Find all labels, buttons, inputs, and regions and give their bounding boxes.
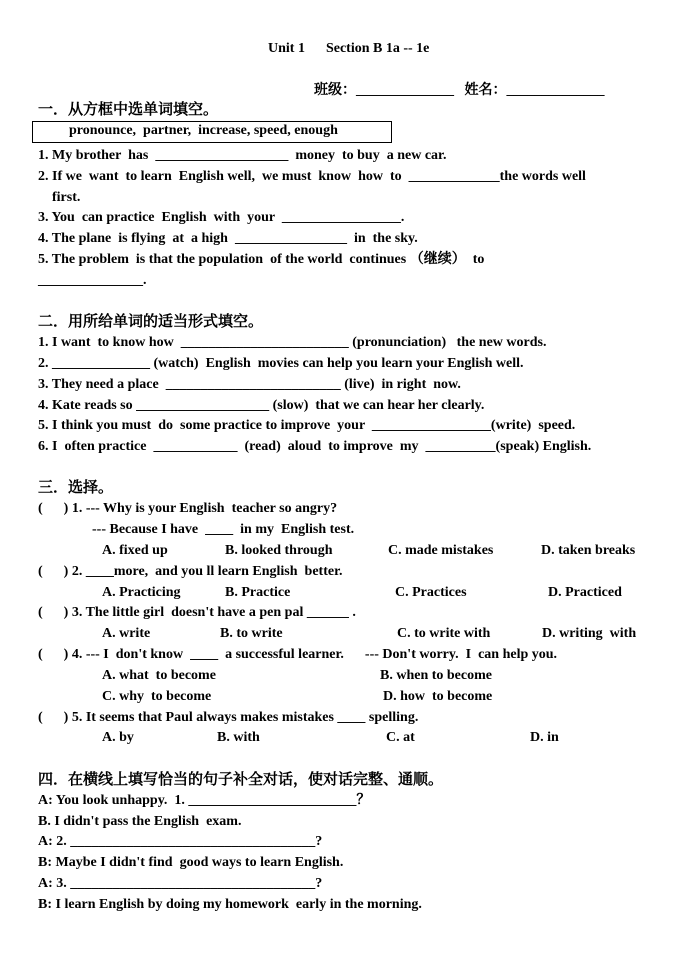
- section1-heading: 一．从方框中选单词填空。: [38, 102, 219, 118]
- section4-heading: 四．在横线上填写恰当的句子补全对话，使对话完整、通顺。: [38, 772, 444, 788]
- q2-option-c: C. Practices: [395, 585, 467, 600]
- q4-option-b: B. when to become: [380, 668, 492, 683]
- s2-line-4: 4. Kate reads so ___________________ (slow) that we can hear her clearly.: [38, 398, 485, 413]
- s1-line-7: _______________.: [38, 273, 147, 288]
- q5-option-c: C. at: [386, 730, 415, 745]
- s4-line-1: A: You look unhappy. 1. ________________________？: [38, 793, 371, 808]
- q3-option-a: A. write: [102, 626, 151, 641]
- s2-line-1: 1. I want to know how ________________________ (pronunciation) the new words.: [38, 335, 547, 350]
- s2-line-2: 2. ______________ (watch) English movies can help you learn your English well.: [38, 356, 524, 371]
- section3-heading: 三．选择。: [38, 480, 114, 496]
- q5-stem: ( ) 5. It seems that Paul always makes mistakes ____ spelling.: [38, 710, 419, 725]
- q1-option-b: B. looked through: [225, 543, 333, 558]
- s1-line-3: first.: [38, 190, 81, 205]
- q1-dialogue: --- Because I have ____ in my English test.: [92, 522, 355, 537]
- s4-line-5: A: 3. ___________________________________?: [38, 876, 323, 891]
- q1-option-a: A. fixed up: [102, 543, 168, 558]
- q1-stem: ( ) 1. --- Why is your English teacher so angry?: [38, 501, 338, 516]
- q3-option-c: C. to write with: [397, 626, 491, 641]
- q4-option-c: C. why to become: [102, 689, 212, 704]
- word-box: [32, 121, 392, 143]
- s1-line-5: 4. The plane is flying at a high ________________ in the sky.: [38, 231, 418, 246]
- s4-line-3: A: 2. ___________________________________?: [38, 834, 323, 849]
- q5-option-b: B. with: [217, 730, 260, 745]
- q2-option-b: B. Practice: [225, 585, 291, 600]
- s1-line-1: 1. My brother has ___________________ money to buy a new car.: [38, 148, 447, 163]
- s2-line-3: 3. They need a place _________________________ (live) in right now.: [38, 377, 461, 392]
- s1-line-6: 5. The problem is that the population of the world continues （继续） to: [38, 252, 485, 267]
- s4-line-2: B. I didn't pass the English exam.: [38, 814, 242, 829]
- s2-line-5: 5. I think you must do some practice to improve your _________________(write) speed.: [38, 418, 576, 433]
- s1-line-2: 2. If we want to learn English well, we must know how to _____________the words well: [38, 169, 586, 184]
- q4-option-a: A. what to become: [102, 668, 216, 683]
- q5-option-a: A. by: [102, 730, 134, 745]
- q3-option-b: B. to write: [220, 626, 283, 641]
- s2-line-6: 6. I often practice ____________ (read) aloud to improve my __________(speak) English.: [38, 439, 592, 454]
- page-title: Unit 1 Section B 1a -- 1e: [268, 41, 430, 56]
- q2-option-a: A. Practicing: [102, 585, 181, 600]
- class-name-line: 班级：______________ 姓名：______________: [314, 83, 605, 98]
- q1-option-d: D. taken breaks: [541, 543, 636, 558]
- q3-stem: ( ) 3. The little girl doesn't have a pen pal ______ .: [38, 605, 356, 620]
- q1-option-c: C. made mistakes: [388, 543, 494, 558]
- s4-line-4: B: Maybe I didn't find good ways to learn English.: [38, 855, 344, 870]
- q3-option-d: D. writing with: [542, 626, 637, 641]
- s4-line-6: B: I learn English by doing my homework early in the morning.: [38, 897, 422, 912]
- word-box-text: pronounce, partner, increase, speed, enough: [69, 123, 338, 138]
- q4-option-d: D. how to become: [383, 689, 493, 704]
- q4-stem: ( ) 4. --- I don't know ____ a successful learner. --- Don't worry. I can help you.: [38, 647, 558, 662]
- q2-stem: ( ) 2. ____more, and you ll learn English better.: [38, 564, 343, 579]
- q5-option-d: D. in: [530, 730, 559, 745]
- section2-heading: 二．用所给单词的适当形式填空。: [38, 314, 264, 330]
- q2-option-d: D. Practiced: [548, 585, 622, 600]
- s1-line-4: 3. You can practice English with your _________________.: [38, 210, 405, 225]
